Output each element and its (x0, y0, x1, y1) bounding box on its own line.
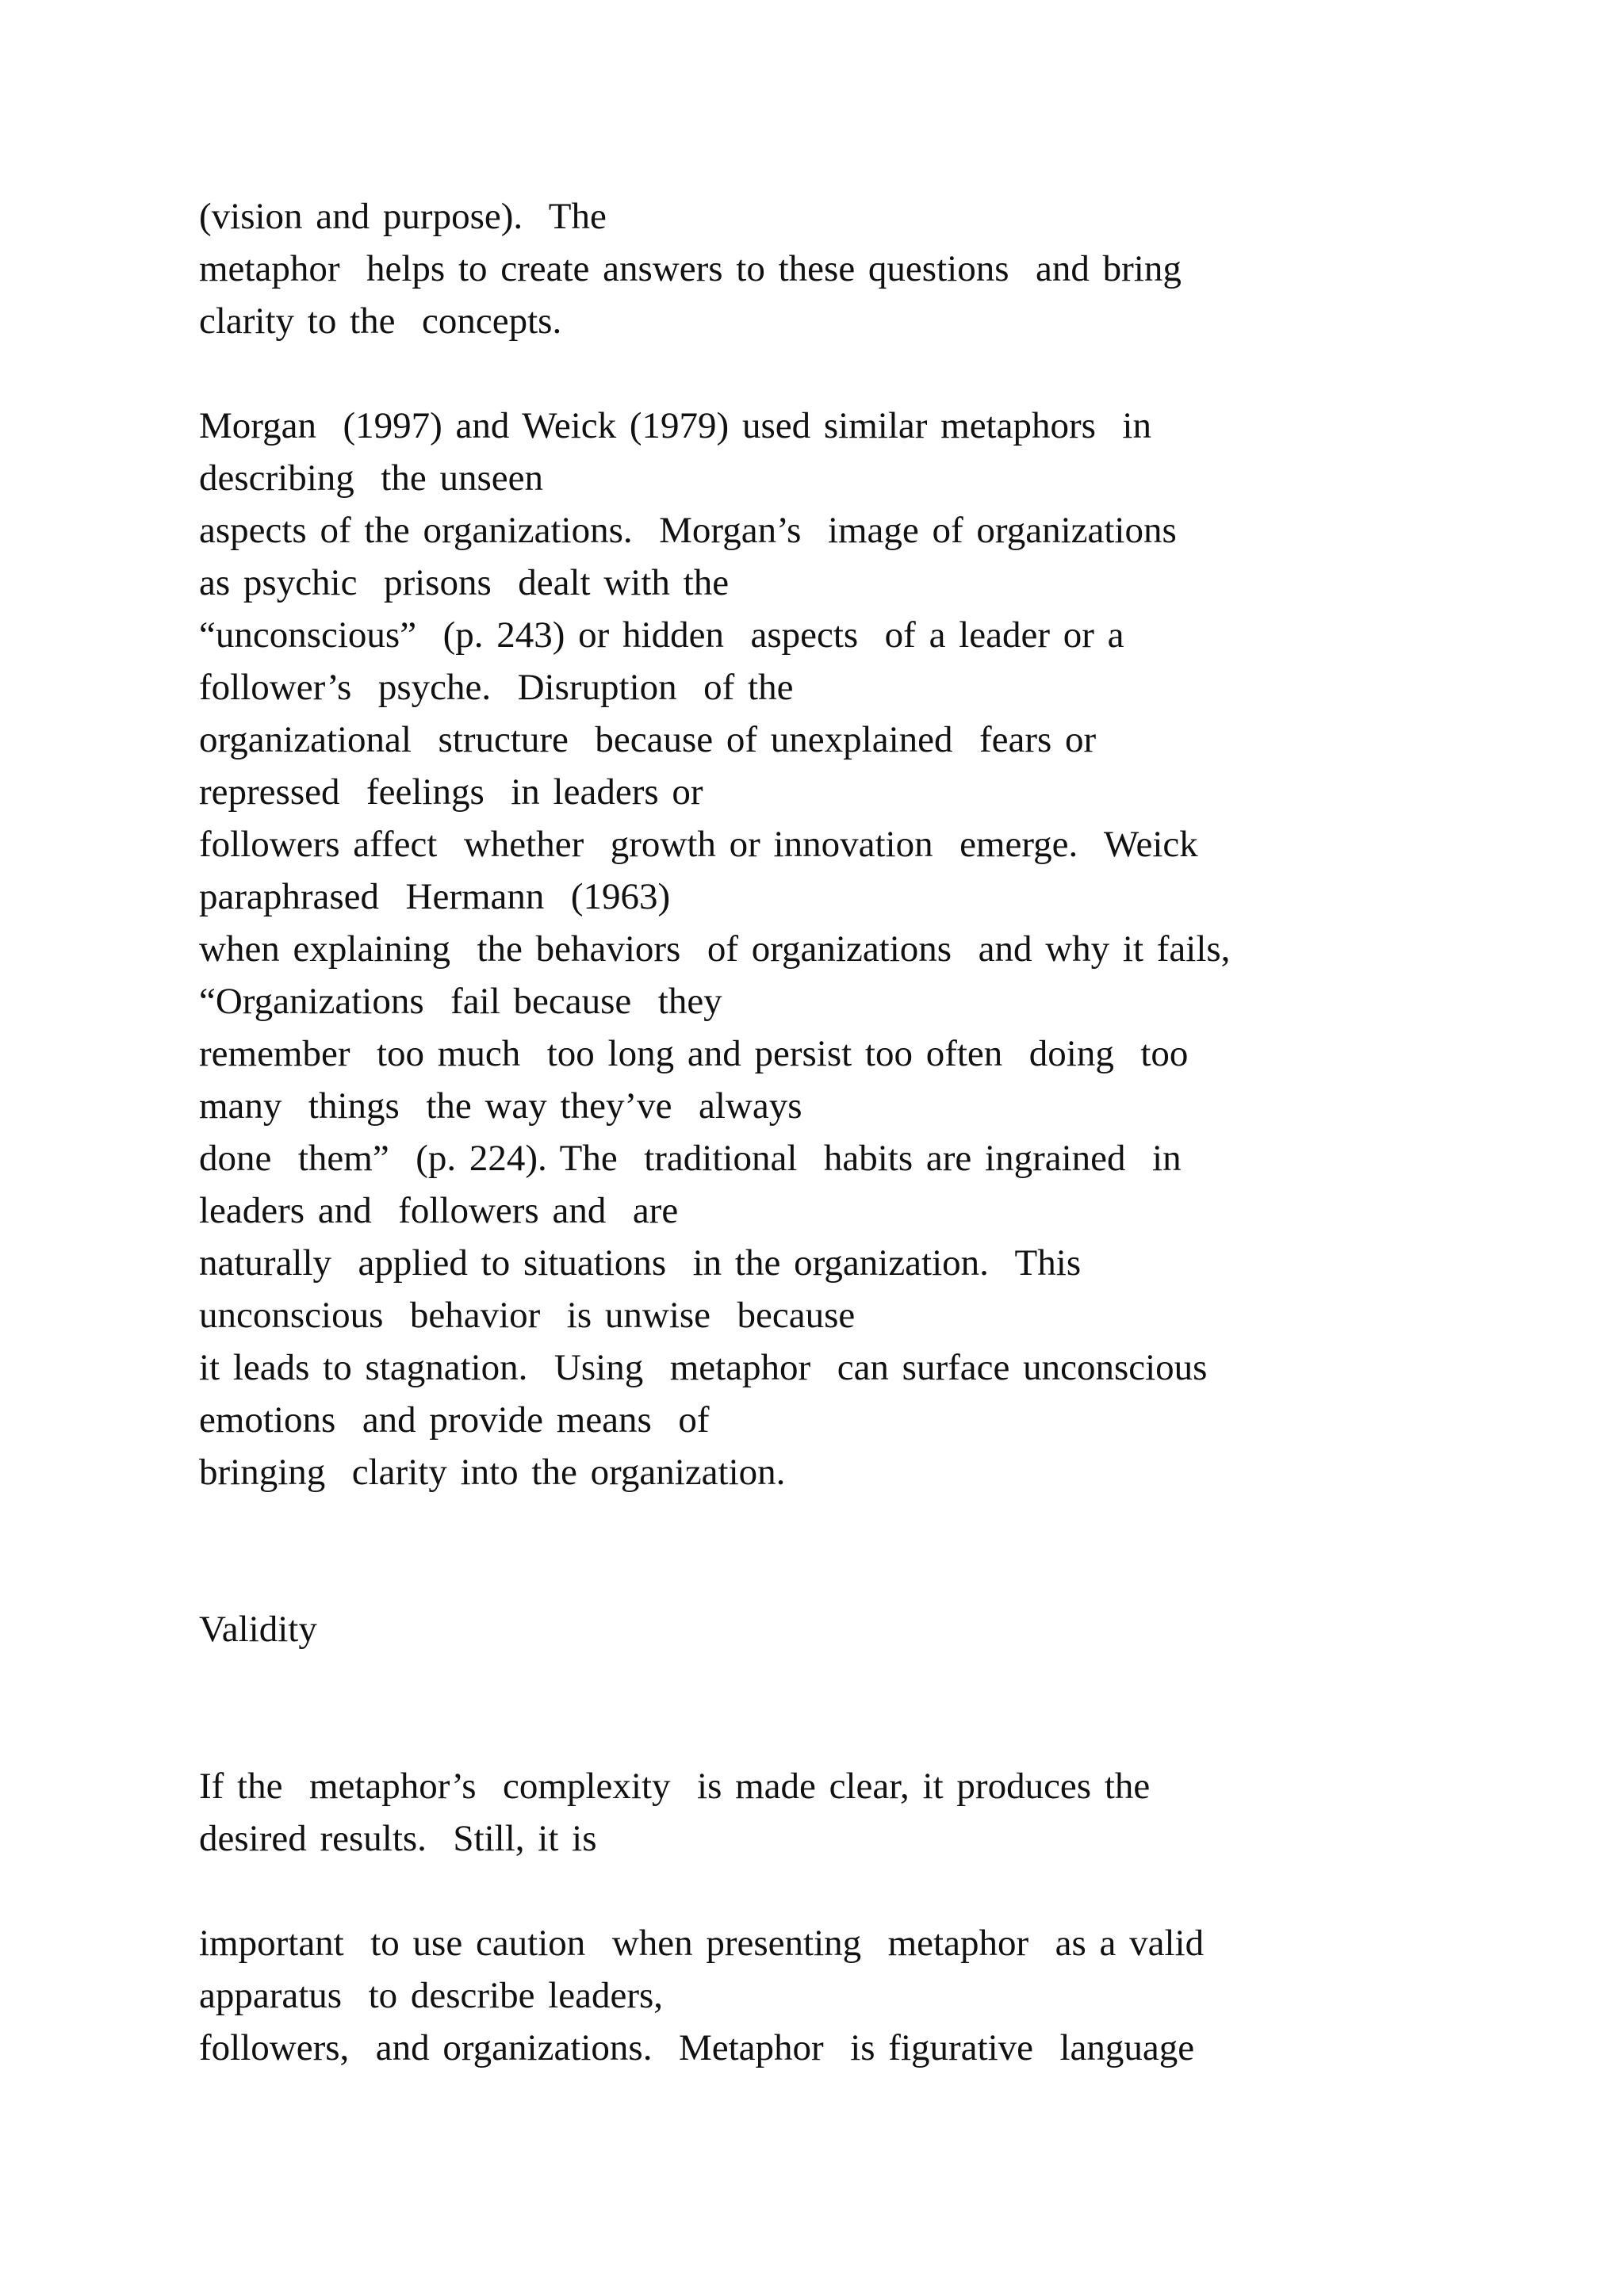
text-line: many things the way they’ve always (199, 1085, 802, 1127)
blank-line (199, 347, 1547, 400)
text-line: “Organizations fail because they (199, 981, 722, 1022)
text-line: desired results. Still, it is (199, 1818, 597, 1859)
text-line: “unconscious” (p. 243) or hidden aspects of a leader or a (199, 614, 1124, 656)
text-line: Morgan (1997) and Weick (1979) used similar metaphors in (199, 405, 1151, 446)
text-line: metaphor helps to create answers to these questions and bring (199, 248, 1182, 289)
text-line: leaders and followers and are (199, 1190, 679, 1231)
blank-line (199, 1655, 1547, 1708)
text-line: emotions and provide means of (199, 1399, 710, 1441)
text-line: apparatus to describe leaders, (199, 1975, 664, 2016)
document-body (199, 190, 1547, 2074)
text-line: remember too much too long and persist too often doing too (199, 1033, 1189, 1074)
text-line: it leads to stagnation. Using metaphor can surface unconscious (199, 1347, 1208, 1388)
blank-line (199, 1865, 1547, 1917)
text-line: paraphrased Hermann (1963) (199, 876, 671, 917)
text-line: when explaining the behaviors of organizations and why it fails, (199, 928, 1231, 970)
text-line: describing the unseen (199, 457, 543, 499)
text-line: as psychic prisons dealt with the (199, 562, 730, 603)
text-line: important to use caution when presenting metaphor as a valid (199, 1923, 1205, 1964)
text-line: clarity to the concepts. (199, 300, 562, 342)
text-line: follower’s psyche. Disruption of the (199, 667, 794, 708)
blank-line (199, 1551, 1547, 1603)
text-line: organizational structure because of unexplained fears or (199, 719, 1097, 760)
text-line: (vision and purpose). The (199, 196, 607, 237)
text-line: If the metaphor’s complexity is made clear, it produces the (199, 1766, 1151, 1807)
blank-line (199, 1708, 1547, 1760)
text-line: unconscious behavior is unwise because (199, 1295, 856, 1336)
text-line: naturally applied to situations in the organization. This (199, 1242, 1082, 1284)
text-line: followers affect whether growth or innovation emerge. Weick (199, 824, 1198, 865)
text-line: repressed feelings in leaders or (199, 771, 703, 813)
text-line: followers, and organizations. Metaphor is figurative language (199, 2027, 1195, 2068)
text-line: bringing clarity into the organization. (199, 1452, 786, 1493)
text-line: done them” (p. 224). The traditional habits are ingrained in (199, 1138, 1182, 1179)
blank-line (199, 1498, 1547, 1551)
section-heading: Validity (199, 1609, 317, 1650)
text-line: aspects of the organizations. Morgan’s image of organizations (199, 510, 1177, 551)
